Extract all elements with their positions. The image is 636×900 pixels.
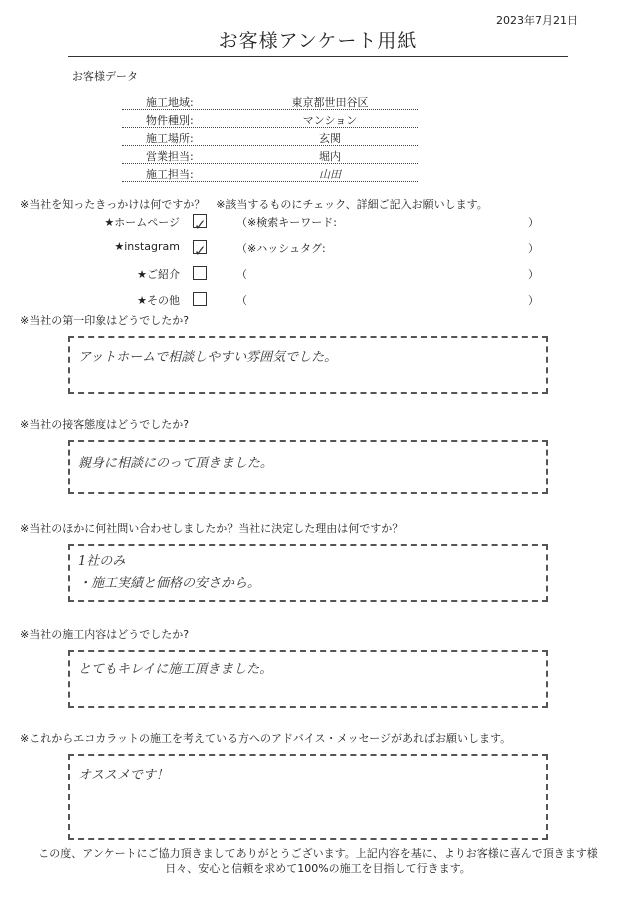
data-row-location	[122, 128, 418, 146]
option-detail: （※検索キーワード:	[236, 216, 337, 229]
option-detail: （	[236, 294, 247, 307]
close-paren: ）	[528, 242, 539, 255]
option-instagram	[20, 240, 180, 258]
q2-answer-box[interactable]	[68, 336, 548, 394]
data-row-label: 施工地域:	[146, 96, 194, 109]
option-other	[20, 292, 180, 310]
title-underline	[68, 56, 568, 57]
survey-date: 2023年7月21日	[496, 14, 578, 27]
footer-line-2: 日々、安心と信頼を求めて100%の施工を目指して行きます。	[165, 862, 471, 875]
check-mark-icon: ✓	[194, 216, 207, 234]
q1-question: ※当社を知ったきっかけは何ですか？ ※該当するものにチェック、詳細ご記入お願いします。	[20, 198, 488, 211]
option-detail: （※ハッシュタグ:	[236, 242, 326, 255]
option-label: ★ホームページ	[104, 216, 180, 229]
q5-answer: とてもキレイに施工頂きました。	[78, 662, 273, 677]
close-paren: ）	[528, 294, 539, 307]
q3-question: ※当社の接客態度はどうでしたか?	[20, 418, 190, 431]
q2-answer: アットホームで相談しやすい雰囲気でした。	[78, 350, 338, 365]
option-label: ★ご紹介	[137, 268, 180, 281]
data-row-area	[122, 92, 418, 110]
checkbox-instagram[interactable]	[193, 240, 207, 260]
close-paren: ）	[528, 216, 539, 229]
checkbox-other[interactable]	[193, 292, 207, 306]
option-detail: （	[236, 268, 247, 281]
option-label: ★instagram	[114, 240, 180, 253]
checkbox-homepage[interactable]	[193, 214, 207, 234]
q3-answer: 親身に相談にのって頂きました。	[78, 456, 273, 471]
data-row-installer	[122, 164, 418, 182]
customer-data-heading: お客様データ	[72, 70, 138, 83]
footer-line-1: この度、アンケートにご協力頂きましてありがとうございます。上記内容を基に、よりお客様に喜んで頂きます様	[38, 847, 598, 860]
data-row-sales-rep	[122, 146, 418, 164]
data-row-value: 玄関	[319, 132, 341, 145]
q2-question: ※当社の第一印象はどうでしたか?	[20, 314, 190, 327]
data-row-property-type	[122, 110, 418, 128]
data-row-value: 堀内	[319, 150, 341, 163]
data-row-label: 物件種別:	[146, 114, 194, 127]
q4-answer-line2: ・施工実績と価格の安さから。	[78, 576, 261, 591]
data-row-label: 営業担当:	[146, 150, 194, 163]
option-label: ★その他	[137, 294, 180, 307]
q6-question: ※これからエコカラットの施工を考えている方へのアドバイス・メッセージがあればお願いします。	[20, 732, 512, 745]
data-row-label: 施工場所:	[146, 132, 194, 145]
q6-answer: オススメです！	[78, 768, 169, 783]
data-row-value: マンション	[302, 114, 358, 127]
data-row-value: 東京都世田谷区	[291, 96, 369, 109]
checkbox-referral[interactable]	[193, 266, 207, 280]
page-title: お客様アンケート用紙	[218, 30, 418, 52]
data-row-label: 施工担当:	[146, 168, 194, 181]
check-mark-icon: ✓	[194, 242, 207, 260]
data-row-value: 山田	[319, 168, 341, 181]
q4-question: ※当社のほかに何社問い合わせしましたか？当社に決定した理由は何ですか？	[20, 522, 404, 535]
close-paren: ）	[528, 268, 539, 281]
q5-question: ※当社の施工内容はどうでしたか?	[20, 628, 190, 641]
option-homepage	[20, 214, 180, 232]
q4-answer-line1: 1社のみ	[78, 554, 126, 569]
option-referral	[20, 266, 180, 284]
